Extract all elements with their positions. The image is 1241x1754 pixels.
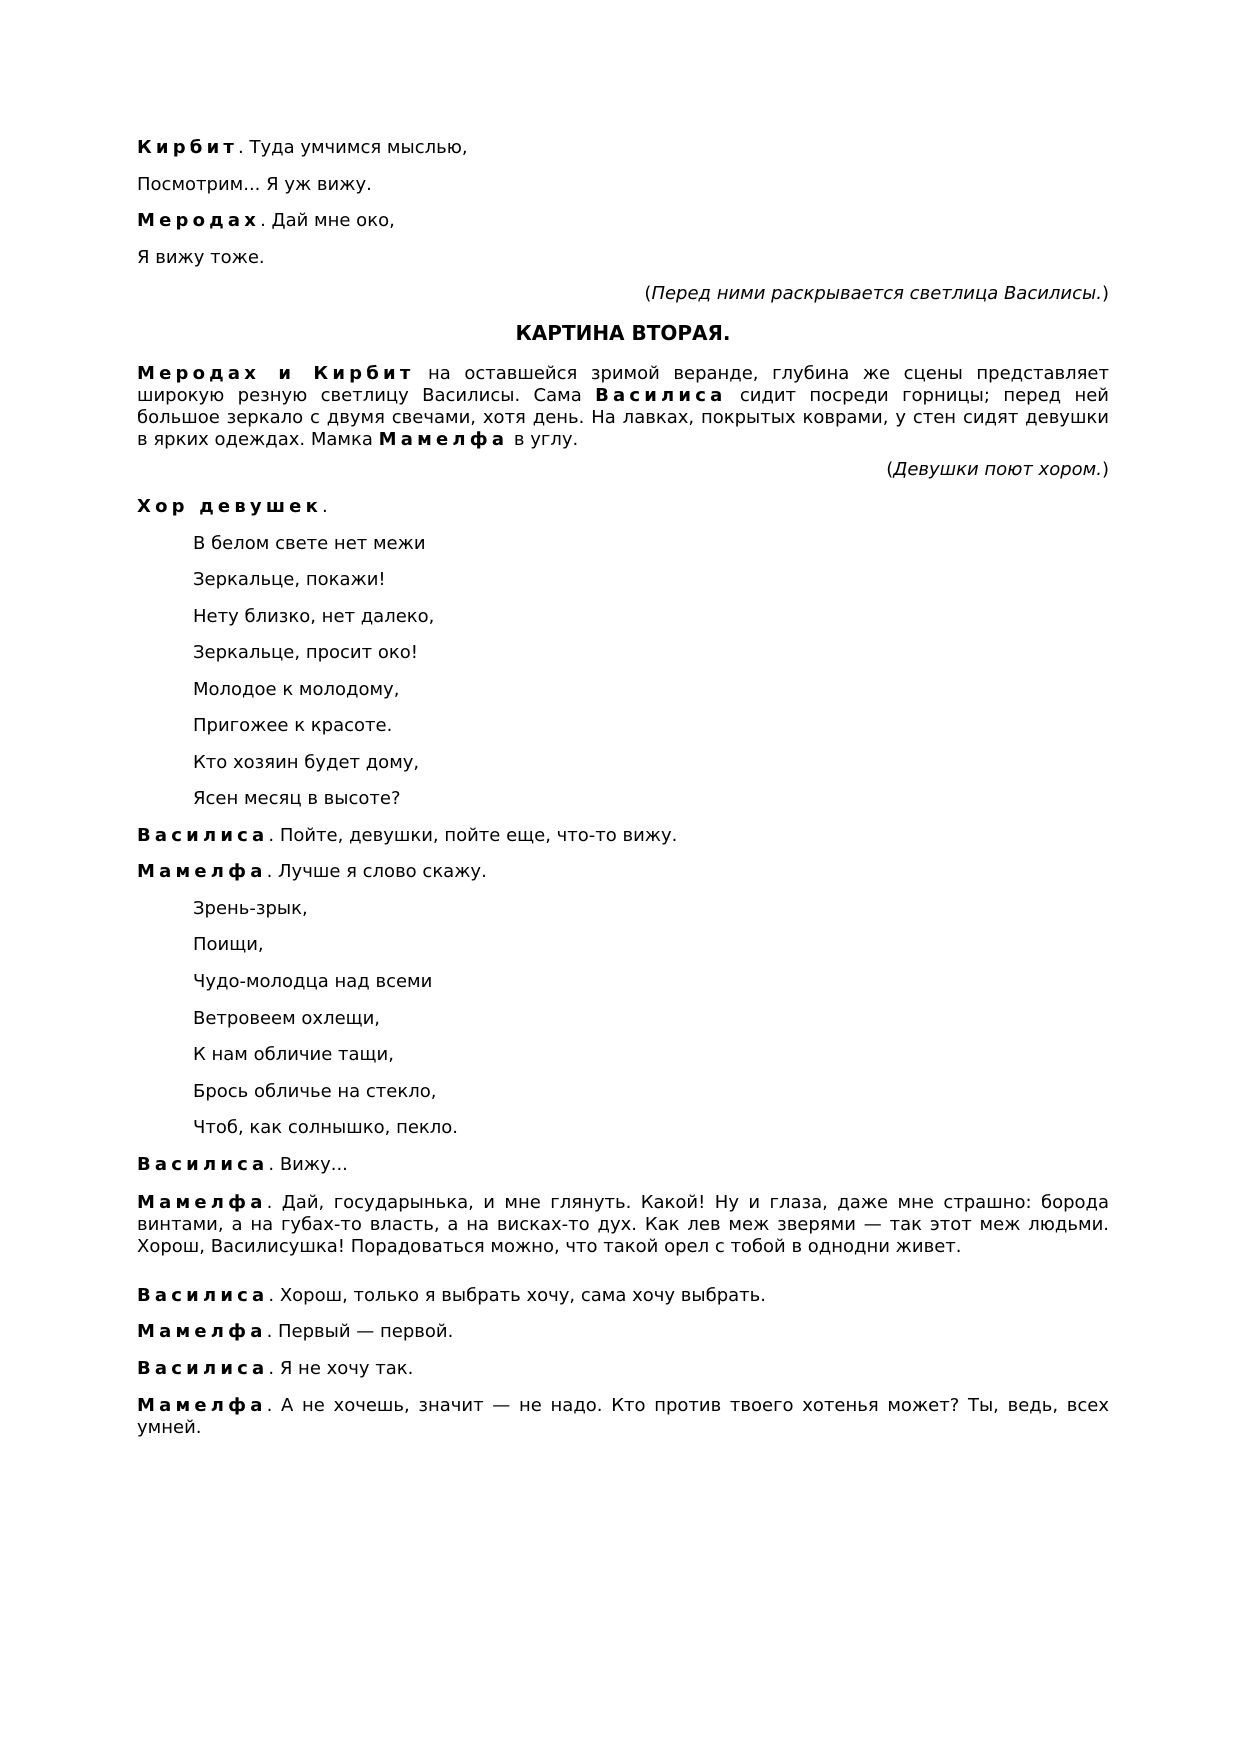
speaker-name: Василиса bbox=[137, 825, 269, 846]
paren-open: ( bbox=[644, 283, 652, 304]
scene-title: КАРТИНА ВТОРАЯ. bbox=[515, 321, 731, 345]
stage-direction bbox=[644, 283, 1109, 305]
paren-close: ) bbox=[1101, 459, 1109, 480]
paren-close: ) bbox=[1101, 283, 1109, 304]
song-line: Зеркальце, просит око! bbox=[193, 642, 418, 663]
speaker-name: Мамелфа bbox=[137, 1192, 267, 1213]
scene-description bbox=[137, 363, 1109, 451]
stage-direction-text: Девушки поют хором. bbox=[893, 459, 1102, 480]
song-line: Зрень-зрык, bbox=[193, 898, 308, 919]
speech-text: Я вижу тоже. bbox=[137, 247, 265, 268]
dialogue-line-vasilisa bbox=[137, 1358, 413, 1380]
paren-open: ( bbox=[886, 459, 894, 480]
dialogue-paragraph-mamelfa bbox=[137, 1192, 1109, 1258]
song-line: Ясен месяц в высоте? bbox=[193, 788, 401, 809]
song-line: К нам обличие тащи, bbox=[193, 1044, 394, 1065]
description-text: сидит посреди горницы; перед ней большое зеркало с двумя свечами, хотя день. На лавках, покрытых коврами, у стен сидят девушки в ярких одеждах. Мамка bbox=[137, 385, 1109, 450]
speech-text: . Туда умчимся мыслью, bbox=[238, 137, 468, 158]
song-line: Поищи, bbox=[193, 934, 264, 955]
song-line: Ветровеем охлещи, bbox=[193, 1008, 381, 1029]
dialogue-line-chorus bbox=[137, 496, 328, 518]
dialogue-line bbox=[137, 247, 265, 269]
song-line: Чудо-молодца над всеми bbox=[193, 971, 433, 992]
speech-text: . Дай, государынька, и мне глянуть. Какой! Ну и глаза, даже мне страшно: борода винтами, а на губах-то власть, а на висках-то дух. Как лев меж зверями — так этот меж людьми. Хорош, Василисушка! Порадоваться можно, что такой орел с тобой в однодни живет. bbox=[137, 1192, 1109, 1257]
speech-text: . Пойте, девушки, пойте еще, что-то вижу. bbox=[268, 825, 678, 846]
speech-text: . Лучше я слово скажу. bbox=[266, 861, 487, 882]
speech-text: Посмотрим... Я уж вижу. bbox=[137, 174, 372, 195]
speaker-name: Василиса bbox=[137, 1358, 269, 1379]
dialogue-line-kirbit bbox=[137, 137, 468, 159]
song-line: Нету близко, нет далеко, bbox=[193, 606, 435, 627]
speech-text: . Первый — первой. bbox=[266, 1321, 454, 1342]
speaker-name: Меродах bbox=[137, 210, 261, 231]
song-line: Чтоб, как солнышко, пекло. bbox=[193, 1117, 459, 1138]
dialogue-line-merodakh bbox=[137, 210, 395, 232]
dialogue-line bbox=[137, 174, 372, 196]
speech-text: . Дай мне око, bbox=[260, 210, 395, 231]
speech-text: . Вижу... bbox=[268, 1154, 348, 1175]
speaker-name: Мамелфа bbox=[137, 1395, 267, 1416]
song-line: Молодое к молодому, bbox=[193, 679, 400, 700]
song-line: Брось обличье на стекло, bbox=[193, 1081, 437, 1102]
speaker-name: Мамелфа bbox=[378, 429, 509, 450]
dialogue-line-vasilisa bbox=[137, 1154, 348, 1176]
speaker-name: Хор девушек bbox=[137, 496, 323, 517]
song-line: Зеркальце, покажи! bbox=[193, 569, 386, 590]
dialogue-paragraph-mamelfa bbox=[137, 1395, 1109, 1439]
dialogue-line-mamelfa bbox=[137, 1321, 453, 1343]
speaker-name: Кирбит bbox=[137, 137, 239, 158]
stage-direction-text: Перед ними раскрывается светлица Василисы. bbox=[651, 283, 1102, 304]
speech-text: . Я не хочу так. bbox=[268, 1358, 414, 1379]
dialogue-line-mamelfa bbox=[137, 861, 487, 883]
song-line: Пригожее к красоте. bbox=[193, 715, 393, 736]
song-line: В белом свете нет межи bbox=[193, 533, 426, 554]
speech-text: . bbox=[322, 496, 328, 517]
song-line: Кто хозяин будет дому, bbox=[193, 752, 420, 773]
dialogue-line-vasilisa bbox=[137, 825, 677, 847]
dialogue-line-vasilisa bbox=[137, 1285, 766, 1307]
speaker-name: Василиса bbox=[595, 385, 727, 406]
speech-text: . Хорош, только я выбрать хочу, сама хочу выбрать. bbox=[268, 1285, 766, 1306]
speaker-name: Василиса bbox=[137, 1154, 269, 1175]
description-text: на оставшейся зримой веранде, глубина же сцены представляет широкую резную светлицу Василисы. Сама bbox=[137, 363, 1109, 406]
speech-text: . А не хочешь, значит — не надо. Кто против твоего хотенья может? Ты, ведь, всех умней. bbox=[137, 1395, 1109, 1438]
speaker-name: Василиса bbox=[137, 1285, 269, 1306]
speaker-name: Мамелфа bbox=[137, 1321, 267, 1342]
stage-direction bbox=[886, 459, 1109, 481]
description-text: в углу. bbox=[508, 429, 579, 450]
speaker-name: Меродах и Кирбит bbox=[137, 363, 415, 384]
speaker-name: Мамелфа bbox=[137, 861, 267, 882]
